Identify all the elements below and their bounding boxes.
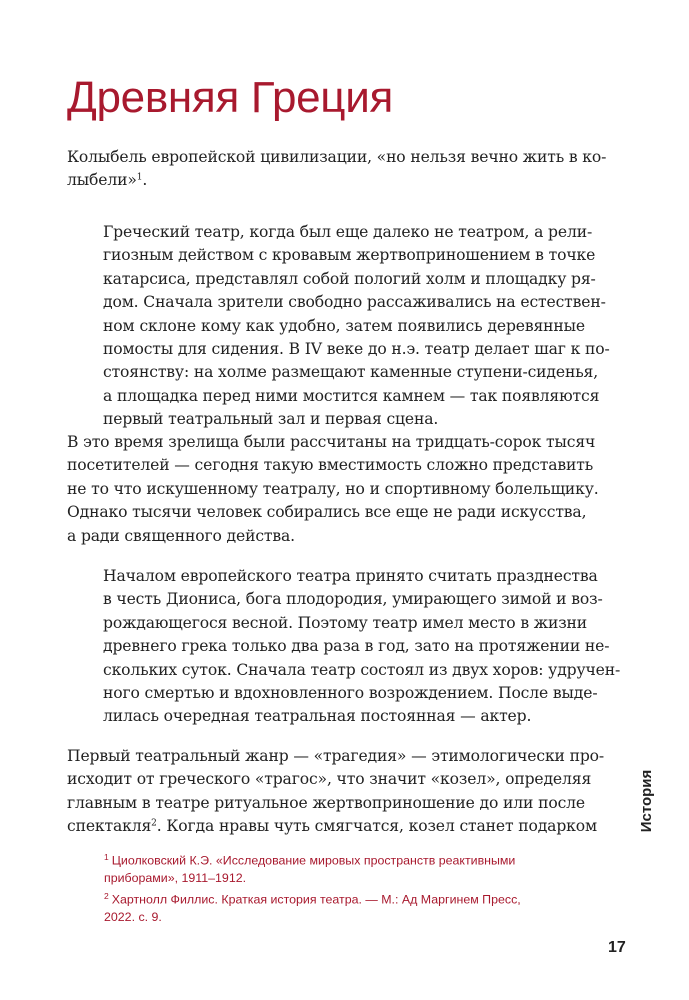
text-line: помосты для сидения. В IV веке до н.э. театр делает шаг к по- — [103, 340, 610, 359]
text-line: ного смертью и вдохновленного возрождением. После выде- — [103, 684, 598, 703]
text-line: не то что искушенному театралу, но и спортивному болельщику. — [67, 479, 599, 498]
paragraph-indented — [103, 221, 610, 432]
text-line: В это время зрелища были рассчитаны на тридцать-сорок тысяч — [67, 433, 596, 451]
page-title: Древняя Греция — [67, 73, 393, 122]
text-line: Первый театральный жанр — «трагедия» — этимологически про- — [67, 747, 605, 765]
text-line: а площадка перед ними мостится камнем — так появляются — [103, 386, 600, 405]
text-line: рождающегося весной. Поэтому театр имел место в жизни — [103, 613, 588, 632]
footnote-ref[interactable]: 1 — [136, 173, 143, 184]
text-line: скольких суток. Сначала театр состоял из двух хоров: удручен- — [103, 660, 621, 679]
footnote-line: приборами», 1911–1912. — [104, 870, 247, 885]
text-line: ном склоне кому как удобно, затем появились деревянные — [103, 316, 585, 335]
footnote-ref[interactable]: 2 — [151, 818, 157, 829]
paragraph-intro — [67, 146, 607, 193]
paragraph-body — [67, 745, 605, 839]
page-number: 17 — [608, 939, 626, 956]
text-line: а ради священного действа. — [67, 526, 295, 545]
text-line: гиозным действом с кровавым жертвоприношением в точке — [103, 246, 596, 265]
section-label: История — [638, 769, 655, 833]
text-line: главным в театре ритуальное жертвоприношение до или после — [67, 793, 585, 812]
text-line: Колыбель европейской цивилизации, «но нельзя вечно жить в ко- — [67, 148, 607, 166]
text-line: Однако тысячи человек собирались все еще не ради искусства, — [67, 503, 587, 522]
footnote-2 — [104, 888, 584, 926]
text-line: спектакля$^2$. Когда нравы чуть смягчатся, козел станет подарком — [67, 817, 597, 836]
text-line: катарсиса, представлял собой пологий холм и площадку ря- — [103, 269, 596, 288]
text-line: Греческий театр, когда был еще далеко не театром, а рели- — [103, 223, 593, 241]
text-line: лилась очередная театральная постоянная — актер. — [103, 707, 532, 726]
text-line: первый театральный зал и первая сцена. — [103, 410, 439, 429]
footnote-1 — [104, 849, 584, 887]
text-line: лыбели»$^1$. — [67, 171, 148, 190]
footnote-line: $^2$ Хартнолл Филлис. Краткая история театра. — М.: Ад Маргинем Пресс, — [104, 891, 521, 907]
footnote-line: 2022. с. 9. — [104, 909, 162, 924]
footnote-line: $^1$ Циолковский К.Э. «Исследование мировых пространств реактивными — [104, 852, 516, 868]
text-line: древнего грека только два раза в год, зато на протяжении не- — [103, 637, 610, 656]
text-line: Началом европейского театра принято считать празднества — [103, 567, 598, 585]
text-line: исходит от греческого «трагос», что значит «козел», определяя — [67, 770, 592, 789]
footnote-number: 1 — [104, 852, 109, 862]
text-line: дом. Сначала зрители свободно рассаживались на естествен- — [103, 293, 606, 312]
footnote-number: 2 — [104, 891, 109, 901]
text-line: в честь Диониса, бога плодородия, умирающего зимой и воз- — [103, 590, 603, 609]
paragraph-body — [67, 431, 599, 548]
text-line: посетителей — сегодня такую вместимость сложно представить — [67, 456, 594, 475]
text-line: стоянству: на холме размещают каменные ступени-сиденья, — [103, 363, 599, 382]
paragraph-indented — [103, 565, 621, 729]
